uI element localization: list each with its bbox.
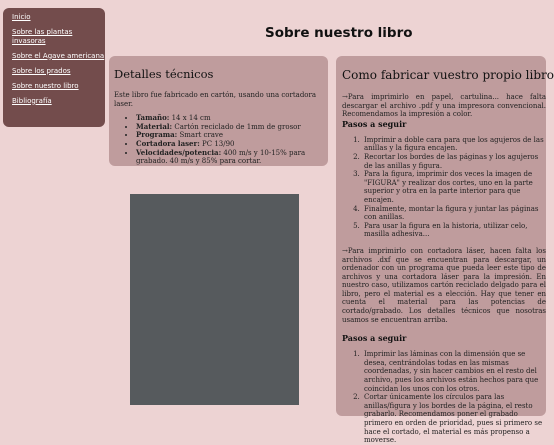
list-item: 1. Imprimir a doble cara para que los agujeros de las anillas y la figura encajen. — [362, 136, 546, 153]
spec-value: 400 m/s y 10-15% para grabado. 40 m/s y 85% para cortar. — [136, 148, 306, 166]
spec-value: Smart crave — [177, 131, 224, 140]
nav-link-plantas-invasoras[interactable]: Sobre las plantas invasoras — [12, 28, 73, 45]
technical-details-card — [109, 56, 328, 166]
technical-specs-list — [114, 114, 323, 166]
laser-steps-list — [342, 350, 546, 445]
nav-link-inicio[interactable]: Inicio — [12, 13, 31, 21]
spec-label: Tamaño: — [136, 113, 170, 123]
nav-link-nuestro-libro[interactable]: Sobre nuestro libro — [12, 81, 79, 90]
list-item: 5. Para usar la figura en la historia, utilizar celo, masilla adhesiva... — [362, 222, 546, 239]
spec-label: Cortadora laser: — [136, 138, 200, 148]
technical-details-heading: Detalles técnicos — [114, 67, 214, 81]
nav-link-prados[interactable]: Sobre los prados — [12, 66, 71, 75]
list-item: 1. Imprimir las láminas con la dimensión que se desea, centrándolas todas en las mismas coordenadas, y sin hacer cambios en el resto del archivo, pues los archivos están hechos para que coincidan los unos con los otros. — [362, 350, 546, 393]
sidebar-nav — [3, 8, 105, 127]
steps-heading: Pasos a seguir — [342, 118, 407, 129]
book-image — [130, 194, 299, 405]
spec-label: Velocidades/potencia: — [136, 147, 222, 157]
howto-intro: →Para imprimirlo en papel, cartulina... hace falta descargar el archivo .pdf y una impresora convencional. Recomendamos la impresión a color. — [342, 93, 546, 119]
nav-link-agave-americana[interactable]: Sobre el Agave americana — [12, 51, 105, 60]
spec-label: Material: — [136, 121, 173, 131]
howto-card — [336, 56, 554, 445]
page-title: Sobre nuestro libro — [265, 25, 413, 41]
spec-value: PC 13/90 — [199, 139, 235, 148]
spec-value: Cartón reciclado de 1mm de grosor — [172, 122, 301, 131]
nav-link-bibliografia[interactable]: Bibliografía — [12, 96, 52, 105]
list-item: 4. Finalmente, montar la figura y juntar las páginas con anillas. — [362, 205, 546, 222]
list-item: 3. Para la figura, imprimir dos veces la imagen de "FIGURA" y realizar dos cortes, uno en la parte superior y otra en la parte interior para que encajen. — [362, 170, 546, 204]
spec-item — [136, 149, 323, 166]
spec-value: 14 x 14 cm — [169, 114, 211, 123]
technical-intro: Este libro fue fabricado en cartón, usando una cortadora laser. — [114, 91, 317, 108]
list-item: 2. Recortar los bordes de las páginas y los agujeros de las anillas y figura. — [362, 153, 546, 170]
spec-label: Programa: — [136, 130, 178, 140]
howto-heading: Como fabricar vuestro propio libro — [342, 68, 554, 82]
list-item: 2. Cortar únicamente los círculos para las anillas/figura y los bordes de la página, el resto grabarlo. Recomendamos poner el grabado primero en orden de prioridad, pues si primero se hace el cortado, el material es más propenso a moverse. — [362, 393, 546, 445]
steps-heading: Pasos a seguir — [342, 333, 407, 344]
laser-intro: →Para imprimirlo con cortadora láser, hacen falta los archivos .dxf que se encuentran para descargar, un ordenador con un programa que pueda leer este tipo de archivos y una cortadora láser para la impresión. En nuestro caso, utilizamos cartón reciclado delgado para el libro, pero el material es a elección. Hay que tener en cuenta el material para las potencias de cortado/grabado. Los detalles técnicos que nosotras usamos se encuentran arriba. — [342, 246, 546, 324]
paper-steps-list — [342, 136, 546, 239]
